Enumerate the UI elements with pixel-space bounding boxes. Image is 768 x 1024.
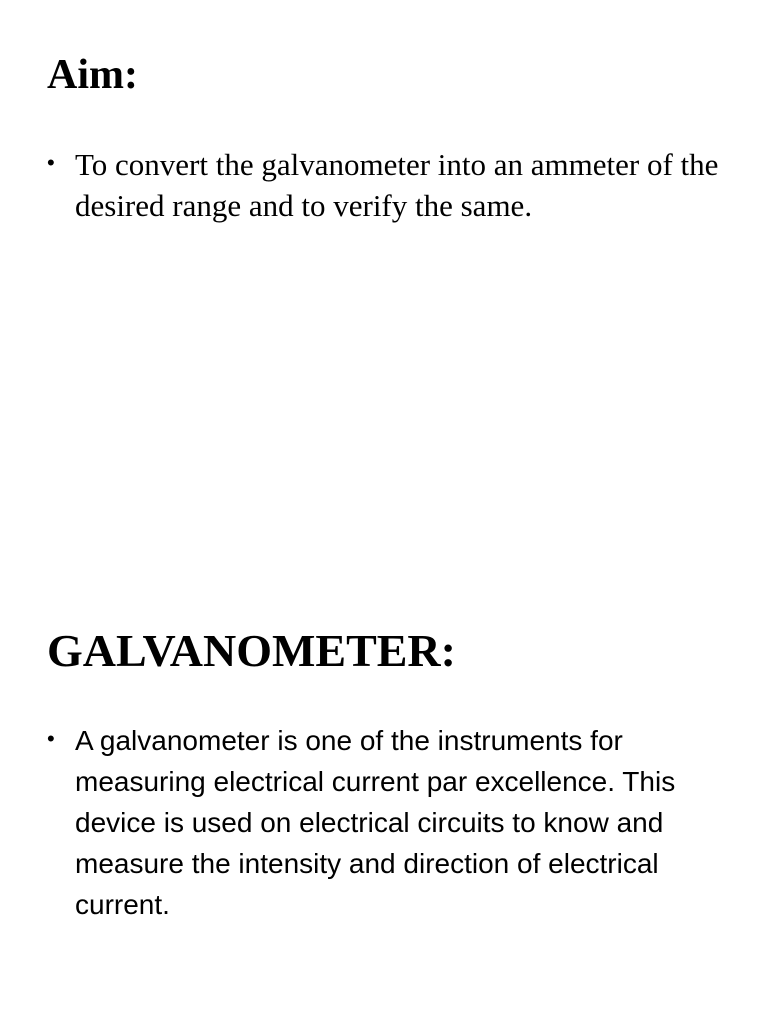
bullet-list-galvanometer: [47, 720, 687, 925]
bullet-text: A galvanometer is one of the instruments for measuring electrical current par excellence. This device is used on electrical circuits to know and measure the intensity and direction of electrical current.: [75, 725, 676, 920]
bullet-list-aim: [47, 144, 727, 226]
slide-galvanometer: [0, 512, 768, 1024]
slide-title-galvanometer: GALVANOMETER:: [47, 625, 456, 676]
bullet-icon: •: [47, 726, 55, 751]
slide-title-aim: Aim:: [47, 52, 138, 98]
bullet-item: [47, 144, 727, 226]
bullet-text: To convert the galvanometer into an ammeter of the desired range and to verify the same.: [75, 147, 719, 223]
bullet-item: [47, 720, 687, 925]
bullet-icon: •: [47, 150, 55, 175]
